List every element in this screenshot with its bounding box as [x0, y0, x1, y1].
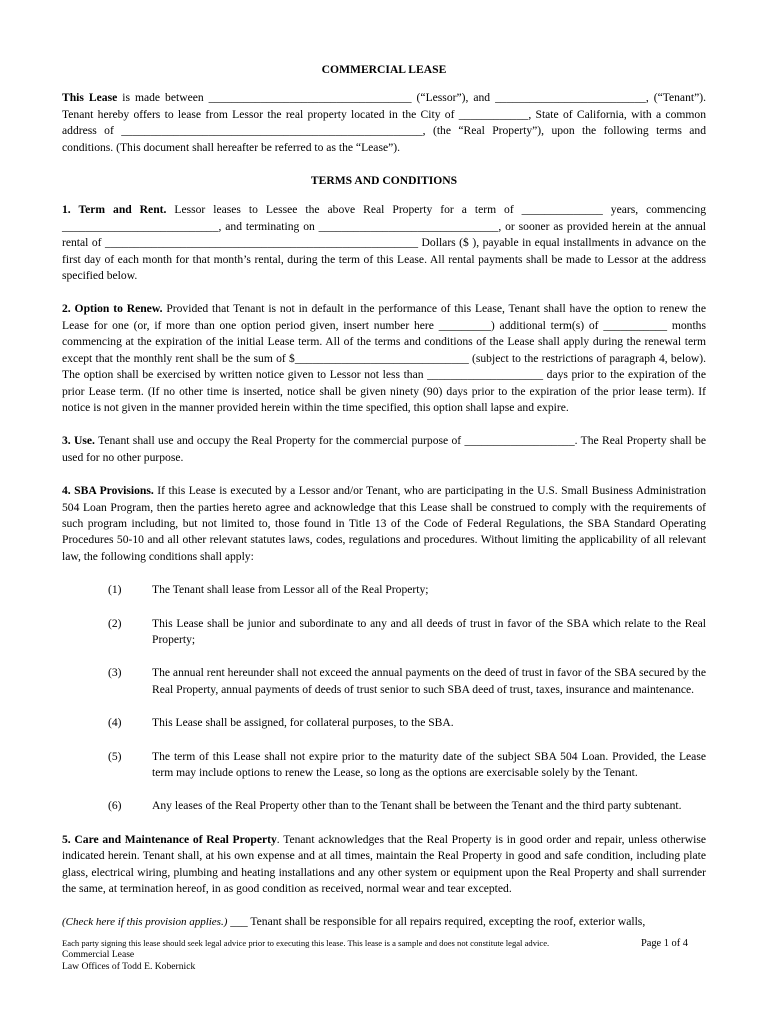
- list-item-text: The annual rent hereunder shall not exceed the annual payments on the deed of trust in favor of the SBA secured by the Real Property, annual payments of deeds of trust senior to such SBA deed of trust, taxes, insurance and maintenance.: [152, 666, 706, 696]
- section-text: If this Lease is executed by a Lessor and/or Tenant, who are participating in the U.S. Small Business Administration 504 Loan Program, then the parties hereto agree and acknowledge that this Lease shall be construed to comply with the requirements of such program including, but not limited to, those found in Title 13 of the Code of Federal Regulations, the SBA Standard Operating Procedures 50-10 and all other relevant statutes laws, codes, regulations and procedures. Without limiting the applicability of all relevant law, the following conditions shall apply:: [62, 484, 706, 563]
- page-number: Page 1 of 4: [640, 938, 688, 949]
- section-text: . Tenant acknowledges that the Real Property is in good order and repair, unless otherwise indicated herein. Tenant shall, at his own expense and at all times, maintain the Real Property in good and safe condition, including plate glass, electrical wiring, plumbing and heating installations and any other system or equipment upon the Real Property and shall surrender the same, at termination hereof, in as good condition as received, normal wear and tear excepted.: [62, 832, 707, 896]
- footer-document-name: Commercial Lease: [62, 949, 135, 960]
- list-item-number: (3): [108, 666, 122, 680]
- list-item-number: (2): [108, 616, 122, 630]
- document-title: COMMERCIAL LEASE: [321, 63, 447, 76]
- list-item-text: The term of this Lease shall not expire prior to the maturity date of the subject SBA 504 Loan. Provided, the Lease term may include options to renew the Lease, so long as the options are exercisable solely by the Tenant.: [152, 749, 706, 779]
- provision-check-line: [62, 914, 706, 930]
- list-item: [62, 665, 706, 698]
- footer-law-office: Law Offices of Todd E. Kobernick: [62, 960, 196, 972]
- section-heading: 5. Care and Maintenance of Real Property: [62, 832, 277, 846]
- list-item-number: (4): [108, 716, 122, 730]
- section-3-use: [62, 433, 706, 466]
- list-item: [62, 616, 706, 649]
- section-1-term-and-rent: [62, 202, 706, 284]
- list-item-text: This Lease shall be assigned, for collateral purposes, to the SBA.: [152, 716, 454, 730]
- list-item-text: This Lease shall be junior and subordinate to any and all deeds of trust in favor of the SBA which relate to the Real Property;: [152, 616, 706, 646]
- list-item-number: (5): [108, 749, 122, 763]
- section-5-care-and-maintenance: [62, 832, 706, 898]
- page-footer: [62, 938, 706, 972]
- terms-heading: TERMS AND CONDITIONS: [310, 174, 458, 188]
- intro-paragraph: [62, 90, 706, 156]
- list-item-number: (1): [108, 583, 122, 597]
- list-item: [62, 582, 706, 598]
- list-item-text: Any leases of the Real Property other than to the Tenant shall be between the Tenant and the third party subtenant.: [152, 799, 682, 813]
- list-item: [62, 715, 706, 731]
- section-2-option-to-renew: [62, 301, 706, 416]
- intro-lead: This Lease: [62, 91, 118, 105]
- list-item-number: (6): [108, 799, 122, 813]
- list-item: [62, 798, 706, 814]
- intro-text: is made between ___________________________________ (“Lessor”), and __________________________, (“Tenant”). Tenant hereby offers to lease from Lessor the real property located in the City of ____________, State of California, with a common address of ____________________________________________________, (the “Real Property”), upon the following terms and conditions. (This document shall hereafter be referred to as the “Lease”).: [62, 91, 706, 154]
- section-heading: 1. Term and Rent.: [62, 203, 167, 217]
- section-text: Provided that Tenant is not in default in the performance of this Lease, Tenant shall have the option to renew the Lease for one (or, if more than one option period given, insert number here _________) additional term(s) of ___________ months commencing at the expiration of the initial Lease term. All of the terms and conditions of the Lease shall apply during the renewal term except that the monthly rent shall be the sum of $______________________________ (subject to the restrictions of paragraph 4, below). The option shall be exercised by written notice given to Lessor not less than ____________________ days prior to the expiration of the prior Lease term. (If no other time is inserted, notice shall be given ninety (90) days prior to the expiration of the prior lease term). If notice is not given in the manner provided herein within the time specified, this option shall lapse and expire.: [62, 302, 706, 414]
- section-text: Lessor leases to Lessee the above Real Property for a term of ______________ years, commencing ___________________________, and terminating on _______________________________, or sooner as provided herein at the annual rental of ______________________________________________________ Dollars ($ ), payable in equal installments in advance on the first day of each month for that month’s rental, during the term of this Lease. All rental payments shall be made to Lessor at the address specified below.: [62, 203, 706, 283]
- section-heading: 4. SBA Provisions.: [62, 484, 154, 498]
- sba-conditions-list: [62, 582, 706, 815]
- list-item: [62, 749, 706, 782]
- section-4-sba-provisions: [62, 483, 706, 565]
- check-provision-label: (Check here if this provision applies.): [62, 916, 228, 929]
- section-heading: 2. Option to Renew.: [62, 302, 163, 316]
- section-text: Tenant shall use and occupy the Real Property for the commercial purpose of ___________________. The Real Property shall be used for no other purpose.: [62, 434, 706, 464]
- check-provision-text: ___ Tenant shall be responsible for all repairs required, excepting the roof, exterior walls,: [227, 915, 646, 929]
- legal-disclaimer: Each party signing this lease should seek legal advice prior to executing this lease. This lease is a sample and does not constitute legal advice.: [62, 938, 550, 948]
- list-item-text: The Tenant shall lease from Lessor all of the Real Property;: [152, 583, 429, 597]
- section-heading: 3. Use.: [62, 434, 95, 448]
